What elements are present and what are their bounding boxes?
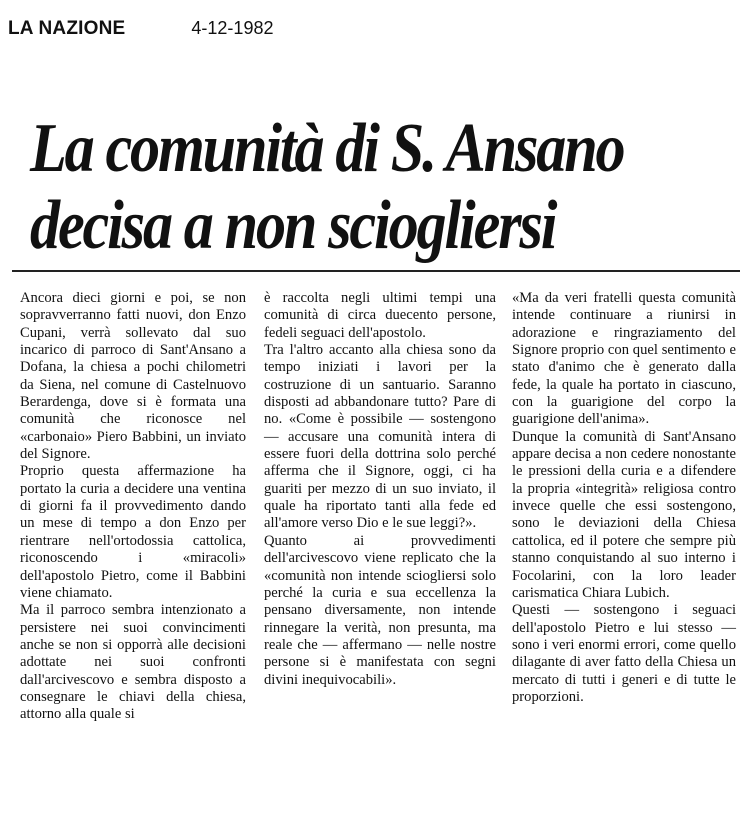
paragraph: Dunque la comunità di Sant'Ansano appare decisa a non cedere nonostante le pressioni della curia e a difendere la propria «integrità» religiosa contro invece quelle che essi sostengono, sono le deviazioni della Chiesa cattolica, ed il potere che sempre più stanno conquistando al suo interno i Focolarini, con la loro leader carismatica Chiara Lubich. — [512, 428, 736, 601]
paragraph: Ancora dieci giorni e poi, se non sopravverranno fatti nuovi, don Enzo Cupani, verrà sollevato dal suo incarico di parroco di Sant'Ansano a Dofana, la chiesa a pochi chilometri da Siena, nel comune di Castelnuovo Berardenga, dove si è formata una comunità che riconosce nel «carbonaio» Piero Babbini, un inviato del Signore. — [20, 290, 246, 463]
paragraph: «Ma da veri fratelli questa comunità intende continuare a riunirsi in adorazione e ringraziamento del Signore proprio con quel sentimento e stato d'animo che è generato dalla fede, la quale ha portato in ciascuno, con la guarigione del corpo la guarigione dell'anima». — [512, 290, 736, 428]
article-column-2 — [264, 290, 496, 689]
paragraph: Ma il parroco sembra intenzionato a persistere nei suoi convincimenti anche se non si opporrà alle decisioni adottate nei suoi confronti dall'arcivescovo e sembra disposto a consegnare le chiavi della chiesa, attorno alla quale si — [20, 602, 246, 723]
clipping-header — [8, 18, 273, 46]
headline-line-2: decisa a non sciogliersi — [30, 187, 556, 264]
headline-line-1: La comunità di S. Ansano — [30, 110, 624, 187]
article-column-3 — [512, 290, 736, 706]
article-headline — [30, 110, 641, 264]
paragraph: Proprio questa affermazione ha portato la curia a decidere una ventina di giorni fa il provvedimento dando un mese di tempo a don Enzo per rientrare nell'ortodossia cattolica, riconoscendo i «miracoli» dell'apostolo Pietro, come il Babbini viene chiamato. — [20, 463, 246, 601]
publication-date: 4-12-1982 — [191, 18, 274, 38]
paragraph: è raccolta negli ultimi tempi una comunità di circa duecento persone, fedeli seguaci dell'apostolo. — [264, 290, 496, 341]
article-column-1 — [20, 290, 246, 724]
paragraph: Quanto ai provvedimenti dell'arcivescovo viene replicato che la «comunità non intende sciogliersi solo perché la curia e sua eccellenza la pensano diversamente, non intende rinnegare la verità, non presunta, ma reale che — affermano — nelle nostre persone si è manifestata con segni divini inequivocabili». — [264, 532, 496, 688]
paragraph: Questi — sostengono i seguaci dell'apostolo Pietro e lui stesso — sono i veri enormi errori, come quello dilagante di aver fatto della Chiesa un mercato di tutti i generi e di tutte le proporzioni. — [512, 602, 736, 705]
paragraph: Tra l'altro accanto alla chiesa sono da tempo iniziati i lavori per la costruzione di un santuario. Saranno disposti ad abbandonare tutto? Pare di no. «Come è possibile — sostengono — accusare una comunità intera di essere fuori della dottrina solo perché afferma che il Signore, oggi, ci ha guariti per mezzo di un suo inviato, il quale ha riportato tanti alla fede ed all'amore verso Dio e le sue leggi?». — [264, 342, 496, 532]
headline-divider — [12, 270, 740, 272]
newspaper-masthead: LA NAZIONE — [8, 18, 126, 39]
